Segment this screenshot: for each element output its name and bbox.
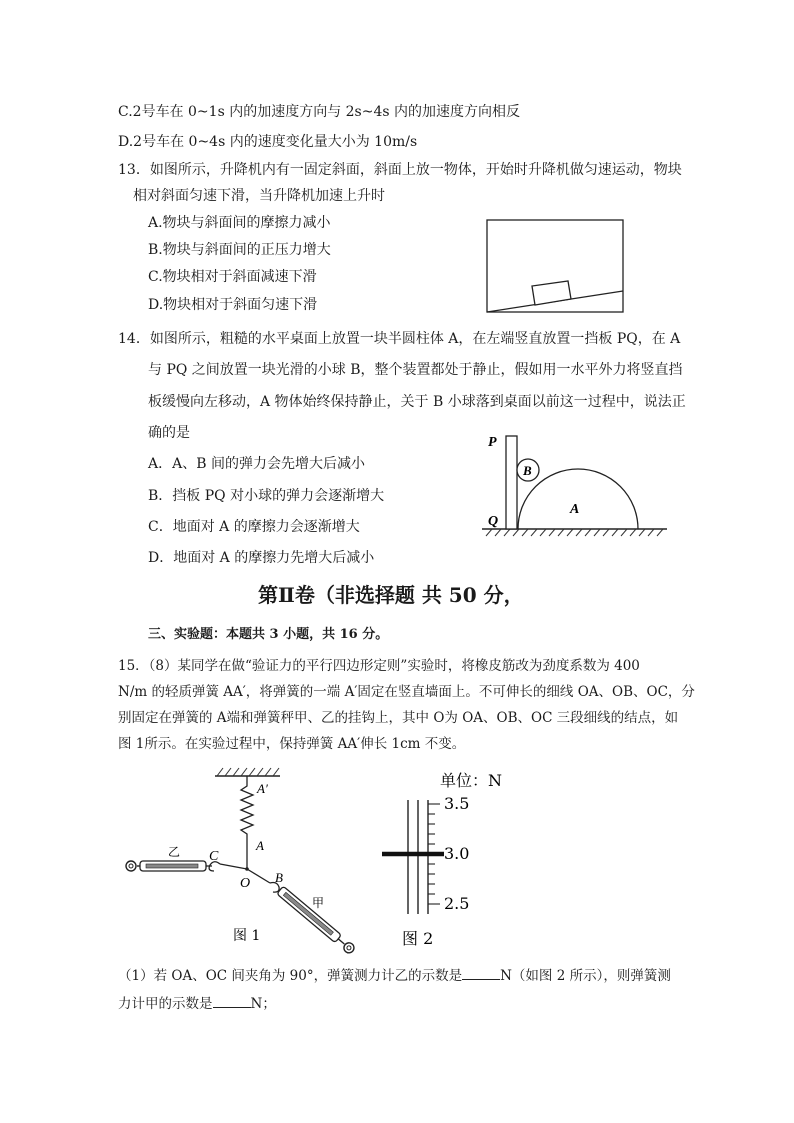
block bbox=[532, 281, 571, 305]
section3-heading: 三、实验题：本题共 3 小题，共 16 分。 bbox=[148, 627, 389, 642]
q15-figure-2 bbox=[378, 766, 528, 956]
line-ob bbox=[247, 869, 270, 883]
q14-stem-line1: 14．如图所示，粗糙的水平桌面上放置一块半圆柱体 A，在左端竖直放置一挡板 PQ，在 A bbox=[118, 331, 681, 347]
q15-sub1-text-a: （1）若 OA、OC 间夹角为 90°，弹簧测力计乙的示数是 bbox=[118, 968, 463, 984]
q13-option-d: D.物块相对于斜面匀速下滑 bbox=[148, 297, 318, 313]
q14-option-d: D．地面对 A 的摩擦力先增大后减小 bbox=[148, 550, 375, 566]
q14-option-a: A．A、B 间的弹力会先增大后减小 bbox=[148, 456, 365, 472]
tick-label-mid: 3.0 bbox=[444, 844, 470, 863]
q15-sub1-text-c: 力计甲的示数是 bbox=[118, 996, 213, 1012]
tick-label-bottom: 2.5 bbox=[444, 894, 470, 913]
q15-line4: 图 1所示。在实验过程中，保持弹簧 AA′伸长 1cm 不变。 bbox=[118, 736, 466, 752]
label-p: P bbox=[488, 435, 497, 450]
q14-stem-line2: 与 PQ 之间放置一块光滑的小球 B，整个装置都处于静止，假如用一水平外力将竖直挡 bbox=[148, 362, 683, 378]
label-c: C bbox=[209, 849, 219, 864]
line-oc bbox=[220, 864, 247, 869]
board-pq bbox=[506, 436, 517, 529]
q14-stem-line3: 板缓慢向左移动，A 物体始终保持静止，关于 B 小球落到桌面以前这一过程中，说法正 bbox=[148, 394, 686, 410]
tick-label-top: 3.5 bbox=[444, 794, 470, 813]
q12-option-d: D.2号车在 0~4s 内的速度变化量大小为 10m/s bbox=[118, 134, 418, 150]
ground-hatch bbox=[486, 529, 663, 536]
part2-title: 第Ⅱ卷（非选择题 共 50 分， bbox=[258, 583, 524, 607]
q15-sub1-line2 bbox=[118, 995, 276, 1013]
q15-line2: N/m 的轻质弹簧 AA′，将弹簧的一端 A′固定在竖直墙面上。不可伸长的细线 OA、OB、OC，分 bbox=[118, 684, 695, 700]
q15-sub1-text-b: N（如图 2 所示），则弹簧测 bbox=[500, 968, 671, 984]
q13-elevator-figure bbox=[486, 219, 626, 315]
label-a: A bbox=[256, 838, 264, 853]
spring-scale-yi bbox=[126, 861, 212, 871]
q12-option-c: C.2号车在 0~1s 内的加速度方向与 2s~4s 内的加速度方向相反 bbox=[118, 104, 521, 120]
spring-aa bbox=[241, 776, 253, 848]
label-yi: 乙 bbox=[168, 845, 181, 859]
label-b: B bbox=[523, 463, 532, 478]
q14-stem-line4: 确的是 bbox=[148, 425, 190, 441]
q14-option-b: B．挡板 PQ 对小球的弹力会逐渐增大 bbox=[148, 488, 385, 504]
q15-sub1-line1 bbox=[118, 967, 671, 985]
label-a: A bbox=[570, 502, 580, 517]
label-q: Q bbox=[488, 514, 499, 529]
ceiling-hatch bbox=[217, 768, 279, 776]
label-b: B bbox=[275, 870, 283, 885]
figure-2-caption: 图 2 bbox=[402, 929, 434, 948]
figure-1-caption: 图 1 bbox=[233, 928, 261, 944]
q15-line1: 15．（8）某同学在做“验证力的平行四边形定则”实验时，将橡皮筋改为劲度系数为 400 bbox=[118, 658, 640, 674]
answer-blank-jia[interactable] bbox=[213, 995, 251, 1008]
label-a-prime: A′ bbox=[257, 781, 268, 796]
answer-blank-yi[interactable] bbox=[462, 967, 500, 980]
q15-figure-1 bbox=[120, 762, 360, 952]
label-o: O bbox=[240, 876, 251, 891]
q14-option-c: C．地面对 A 的摩擦力会逐渐增大 bbox=[148, 519, 360, 535]
q13-stem-line1: 13．如图所示，升降机内有一固定斜面，斜面上放一物体，开始时升降机做匀速运动，物块 bbox=[118, 162, 682, 178]
unit-label: 单位：N bbox=[440, 771, 503, 790]
q15-line3: 别固定在弹簧的 A端和弹簧秤甲、乙的挂钩上，其中 O为 OA、OB、OC 三段细线的结点，如 bbox=[118, 710, 679, 726]
q15-sub1-text-d: N； bbox=[250, 996, 276, 1012]
q13-option-b: B.物块与斜面间的正压力增大 bbox=[148, 242, 331, 258]
q14-semicylinder-figure bbox=[482, 430, 672, 538]
q13-stem-line2: 相对斜面匀速下滑，当升降机加速上升时 bbox=[133, 188, 385, 204]
q13-option-a: A.物块与斜面间的摩擦力减小 bbox=[148, 215, 331, 231]
q13-option-c: C.物块相对于斜面减速下滑 bbox=[148, 269, 317, 285]
label-jia: 甲 bbox=[312, 896, 325, 910]
